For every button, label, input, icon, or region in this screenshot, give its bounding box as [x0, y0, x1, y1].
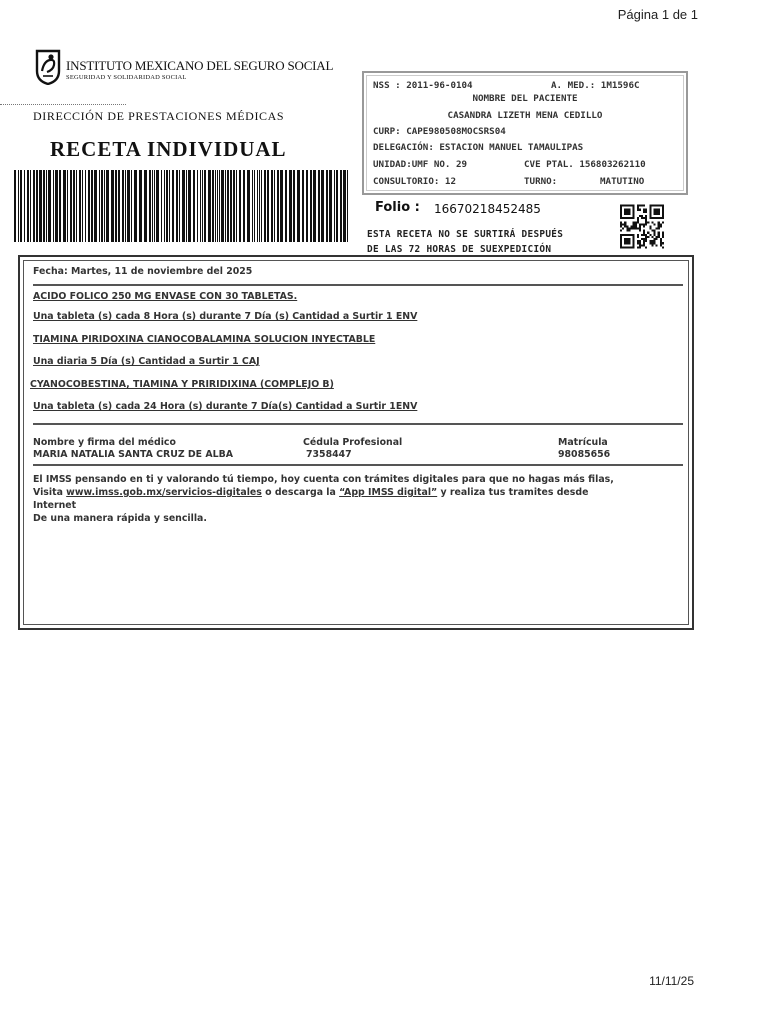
barcode	[14, 170, 348, 242]
info-line-2	[33, 487, 588, 498]
folio-value: 16670218452485	[434, 202, 541, 216]
matricula-label: Matrícula	[558, 437, 608, 448]
dosage-2: Una diaria 5 Día (s) Cantidad a Surtir 1 CAJ	[33, 356, 260, 367]
divider	[33, 284, 683, 286]
medicine-1: ACIDO FOLICO 250 MG ENVASE CON 30 TABLETAS.	[33, 291, 298, 302]
direction-heading: DIRECCIÓN DE PRESTACIONES MÉDICAS	[33, 109, 285, 123]
info-line-3: Internet	[33, 500, 77, 511]
patient-name: CASANDRA LIZETH MENA CEDILLO	[447, 110, 603, 121]
services-link[interactable]: www.imss.gob.mx/servicios-digitales	[66, 487, 262, 498]
notice-line-2: DE LAS 72 HORAS DE SUEXPEDICIÓN	[367, 244, 552, 255]
divider	[0, 104, 126, 105]
cedula-label: Cédula Profesional	[303, 437, 403, 448]
turno: MATUTINO	[600, 176, 645, 187]
validity-notice	[367, 227, 563, 257]
dosage-1: Una tableta (s) cada 8 Hora (s) durante 7 Día (s) Cantidad a Surtir 1 ENV	[33, 311, 418, 322]
info-end: y realiza tus tramites desde	[440, 487, 589, 498]
divider	[33, 464, 683, 466]
delegacion: DELEGACIÓN: ESTACION MANUEL TAMAULIPAS	[373, 142, 584, 153]
institute-tagline: SEGURIDAD Y SOLIDARIDAD SOCIAL	[66, 74, 187, 81]
medicine-2: TIAMINA PIRIDOXINA CIANOCOBALAMINA SOLUCION INYECTABLE	[33, 334, 376, 345]
turno-label: TURNO:	[524, 176, 558, 187]
curp: CURP: CAPE980508MOCSRS04	[373, 126, 506, 137]
doctor-name: MARIA NATALIA SANTA CRUZ DE ALBA	[33, 449, 233, 460]
unidad: UNIDAD:UMF NO. 29	[373, 159, 468, 170]
prescription-inner	[23, 260, 689, 625]
matricula-value: 98085656	[558, 449, 611, 460]
info-visita: Visita	[33, 487, 63, 498]
institute-name: INSTITUTO MEXICANO DEL SEGURO SOCIAL	[66, 58, 334, 73]
page-number: Página 1 de 1	[617, 7, 698, 22]
prescription-box	[18, 255, 694, 630]
qr-code	[620, 204, 664, 249]
patient-info-box	[362, 71, 688, 195]
patient-name-label: NOMBRE DEL PACIENTE	[472, 93, 578, 104]
footer-date: 11/11/25	[649, 974, 694, 988]
prescription-date: Fecha: Martes, 11 de noviembre del 2025	[33, 266, 253, 277]
page-title: RECETA INDIVIDUAL	[50, 137, 287, 161]
folio-label: Folio :	[375, 200, 420, 215]
doctor-name-label: Nombre y firma del médico	[33, 437, 176, 448]
info-line-4: De una manera rápida y sencilla.	[33, 513, 207, 524]
info-mid: o descarga la	[265, 487, 336, 498]
a-med: A. MED.: 1M1596C	[551, 80, 640, 91]
dosage-3: Una tableta (s) cada 24 Hora (s) durante 7 Día(s) Cantidad a Surtir 1ENV	[33, 401, 418, 412]
imss-logo-icon	[34, 47, 62, 85]
consultorio: CONSULTORIO: 12	[373, 176, 456, 187]
nss: NSS : 2011-96-0104	[373, 80, 473, 91]
cve-ptal: CVE PTAL. 156803262110	[524, 159, 646, 170]
cedula-value: 7358447	[306, 449, 352, 460]
divider	[33, 423, 683, 425]
medicine-3: CYANOCOBESTINA, TIAMINA Y PRIRIDIXINA (COMPLEJO B)	[30, 379, 334, 390]
app-link[interactable]: “App IMSS digital”	[339, 487, 438, 498]
info-line-1: El IMSS pensando en ti y valorando tú tiempo, hoy cuenta con trámites digitales para que no hagas más filas,	[33, 474, 614, 485]
notice-line-1: ESTA RECETA NO SE SURTIRÁ DESPUÉS	[367, 229, 564, 240]
